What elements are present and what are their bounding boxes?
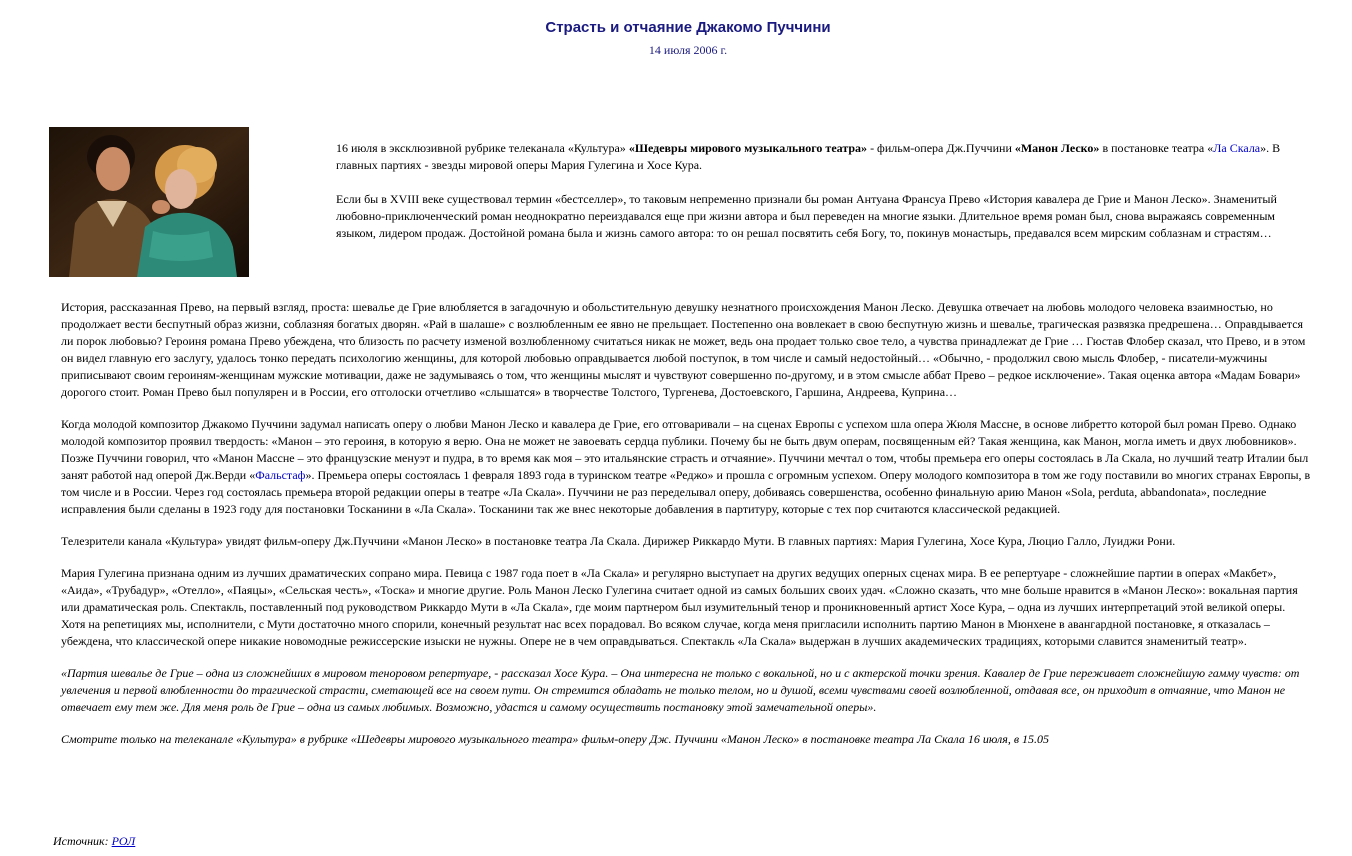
falstaff-link[interactable]: Фальстаф <box>255 468 306 482</box>
source-label: Источник: <box>53 834 112 848</box>
program-name: «Шедевры мирового музыкального театра» <box>628 141 868 155</box>
article-body <box>61 299 1311 763</box>
opera-scene-photo <box>49 127 249 277</box>
article-intro <box>336 140 1296 259</box>
intro-paragraph-2: Если бы в XVIII веке существовал термин «бестселлер», то таковым непременно признали бы роман Антуана Франсуа Прево «История кавалера де Грие и Манон Леско». Знаменитый любовно-приключенческий роман неоднократно переиздавался еще при жизни автора и был переведен на многие языки. Длительное время роман был, снова выражаясь современным языком, лидером продаж. Достойной романа была и жизнь самого автора: то он решал посвятить себя Богу, то, покинув монастырь, предавался всем мирским соблазнам и страстям… <box>336 192 1277 240</box>
paragraph-puccini-history <box>61 416 1311 518</box>
body-text: Когда молодой композитор Джакомо Пуччини задумал написать оперу о любви Манон Леско и кавалера де Грие, его отговаривали – на сценах Европы с успехом шла опера Жюля Массне, в основе либретто которой был роман Прево. Однако молодой композитор проявил твердость: «Манон – это героиня, в которую я верю. Она не может не завоевать сердца публики. Почему бы не быть двум операм, посвященным ей? Такая женщина, как Манон, могла иметь и двух любовников». Позже Пуччини говорил, что «Манон Массне – это французские менуэт и пудра, в то время как моя – это итальянские страсть и отчаяние». Пуччини мечтал о том, чтобы премьера его оперы состоялась в Ла Скала, но лучший театр Италии был занят работой над оперой Дж.Верди « <box>61 417 1309 482</box>
paragraph-cura-quote: «Партия шевалье де Грие – одна из сложнейших в мировом теноровом репертуаре, - рассказал Хосе Кура. – Она интересна не только с вокальной, но и с актерской точки зрения. Кавалер де Грие переживает сложнейшую гамму чувств: от увлечения и первой влюбленности до трагической страсти, сметающей все на своем пути. Он стремится обладать не только телом, но и душой, всеми чувствами своей возлюбленной, отдавая все, он приходит в отчаяние, что Манон не отвечает ему тем же. Для меня роль де Грие – одна из самых любимых. Возможно, удастся и самому осуществить постановку этой замечательной оперы». <box>61 666 1300 714</box>
opera-name: «Манон Леско» <box>1014 141 1100 155</box>
paragraph-guleghina: Мария Гулегина признана одним из лучших драматических сопрано мира. Певица с 1987 года поет в «Ла Скала» и регулярно выступает на других ведущих оперных сценах мира. В ее репертуаре - сложнейшие партии в операх «Макбет», «Аида», «Трубадур», «Отелло», «Паяцы», «Сельская честь», «Тоска» и многие другие. Роль Манон Леско Гулегина считает одной из самых больших своих удач. «Сложно сказать, что мне больше нравится в «Манон Леско»: вокальная партия или драматическая роль. Спектакль, поставленный под руководством Риккардо Мути в «Ла Скала», где моим партнером был изумительный тенор и проникновенный артист Хосе Кура, – одна из лучших интерпретаций этой великой оперы. Хотя на репетициях мы, исполнители, с Мути достаточно много спорили, конечный результат нас всех порадовал. Во всяком случае, когда меня пригласили исполнить партию Манон в Мюнхене в авангардной постановке, я отказалась – убеждена, что классической опере никакие новомодные режиссерские изыски не нужны. Опере не в чем оправдываться. Спектакль «Ла Скала» выдержан в лучших академических традициях, которыми славится знаменитый театр». <box>61 566 1298 648</box>
la-scala-link[interactable]: Ла Скала <box>1213 141 1261 155</box>
article-source <box>53 834 135 849</box>
source-link[interactable]: РОЛ <box>111 834 136 848</box>
paragraph-broadcast-cast: Телезрители канала «Культура» увидят фильм-оперу Дж.Пуччини «Манон Леско» в постановке театра Ла Скала. Дирижер Риккардо Мути. В главных партиях: Мария Гулегина, Хосе Кура, Люцио Галло, Луиджи Рони. <box>61 534 1176 548</box>
intro-text: ». В главных партиях - звезды мировой оперы Мария Гулегина и Хосе Кура. <box>336 141 1281 172</box>
opera-scene-photo-icon <box>49 127 249 277</box>
paragraph-watch-notice: Смотрите только на телеканале «Культура» в рубрике «Шедевры мирового музыкального театра» фильм-оперу Дж. Пуччини «Манон Леско» в постановке театра Ла Скала 16 июля, в 15.05 <box>61 732 1050 746</box>
intro-paragraph-1 <box>336 140 1296 174</box>
article-title: Страсть и отчаяние Джакомо Пуччини <box>545 19 831 36</box>
intro-text: в постановке театра « <box>1099 141 1214 155</box>
intro-text: 16 июля в эксклюзивной рубрике телеканала «Культура» <box>336 141 629 155</box>
paragraph-prevost-story: История, рассказанная Прево, на первый взгляд, проста: шевалье де Грие влюбляется в загадочную и обольстительную девушку незнатного происхождения Манон Леско. Девушка отвечает на любовь молодого человека взаимностью, но продолжает вести беспутный образ жизни, соблазняя богатых дворян. «Рай в шалаше» с возлюбленным ее явно не прельщает. Постепенно она вовлекает в свою беспутную жизнь и шевалье, трагическая развязка предрешена… Оправдывается ли порок любовью? Героиня романа Прево убеждена, что близость по расчету изменой возлюбленному считаться никак не может, ведь она продает только свое тело, а чувства принадлежат де Грие … Гюстав Флобер сказал, что Прево, и в этом он видел главную его заслугу, удалось тонко передать психологию женщины, для которой любовью оправдывается любой поступок, в том числе и самый недостойный… «Обычно, - продолжил свою мысль Флобер, - писатели-мужчины приписывают своим героиням-женщинам мужские мотивации, даже не задумываясь о том, что женщины мыслят и чувствуют совершенно по-другому, и в этом смысле аббат Прево – редкое исключение». Такая оценка автора «Мадам Бовари» дорогого стоит. Роман Прево был популярен и в России, его отголоски отчетливо «слышатся» в творчестве Толстого, Тургенева, Достоевского, Гаршина, Андреева, Куприна… <box>61 300 1306 399</box>
body-text: ». Премьера оперы состоялась 1 февраля 1893 года в туринском театре «Реджо» и прошла с огромным успехом. Оперу молодого композитора в том же году поставили во многих странах Европы, в том числе и в России. Через год состоялась премьера второй редакции оперы в театре «Ла Скала». Пуччини не раз переделывал оперу, добиваясь совершенства, особенно финальную арию Манон «Sola, perduta, abbandonata», последние исправления были сделаны в 1923 году для постановки Тосканини в «Ла Скала». Тосканини так же внес некоторые добавления в партитуру, которые с тех пор считаются классической редакцией. <box>61 468 1311 516</box>
article-date: 14 июля 2006 г. <box>648 43 728 57</box>
intro-text: - фильм-опера Дж.Пуччини <box>867 141 1015 155</box>
